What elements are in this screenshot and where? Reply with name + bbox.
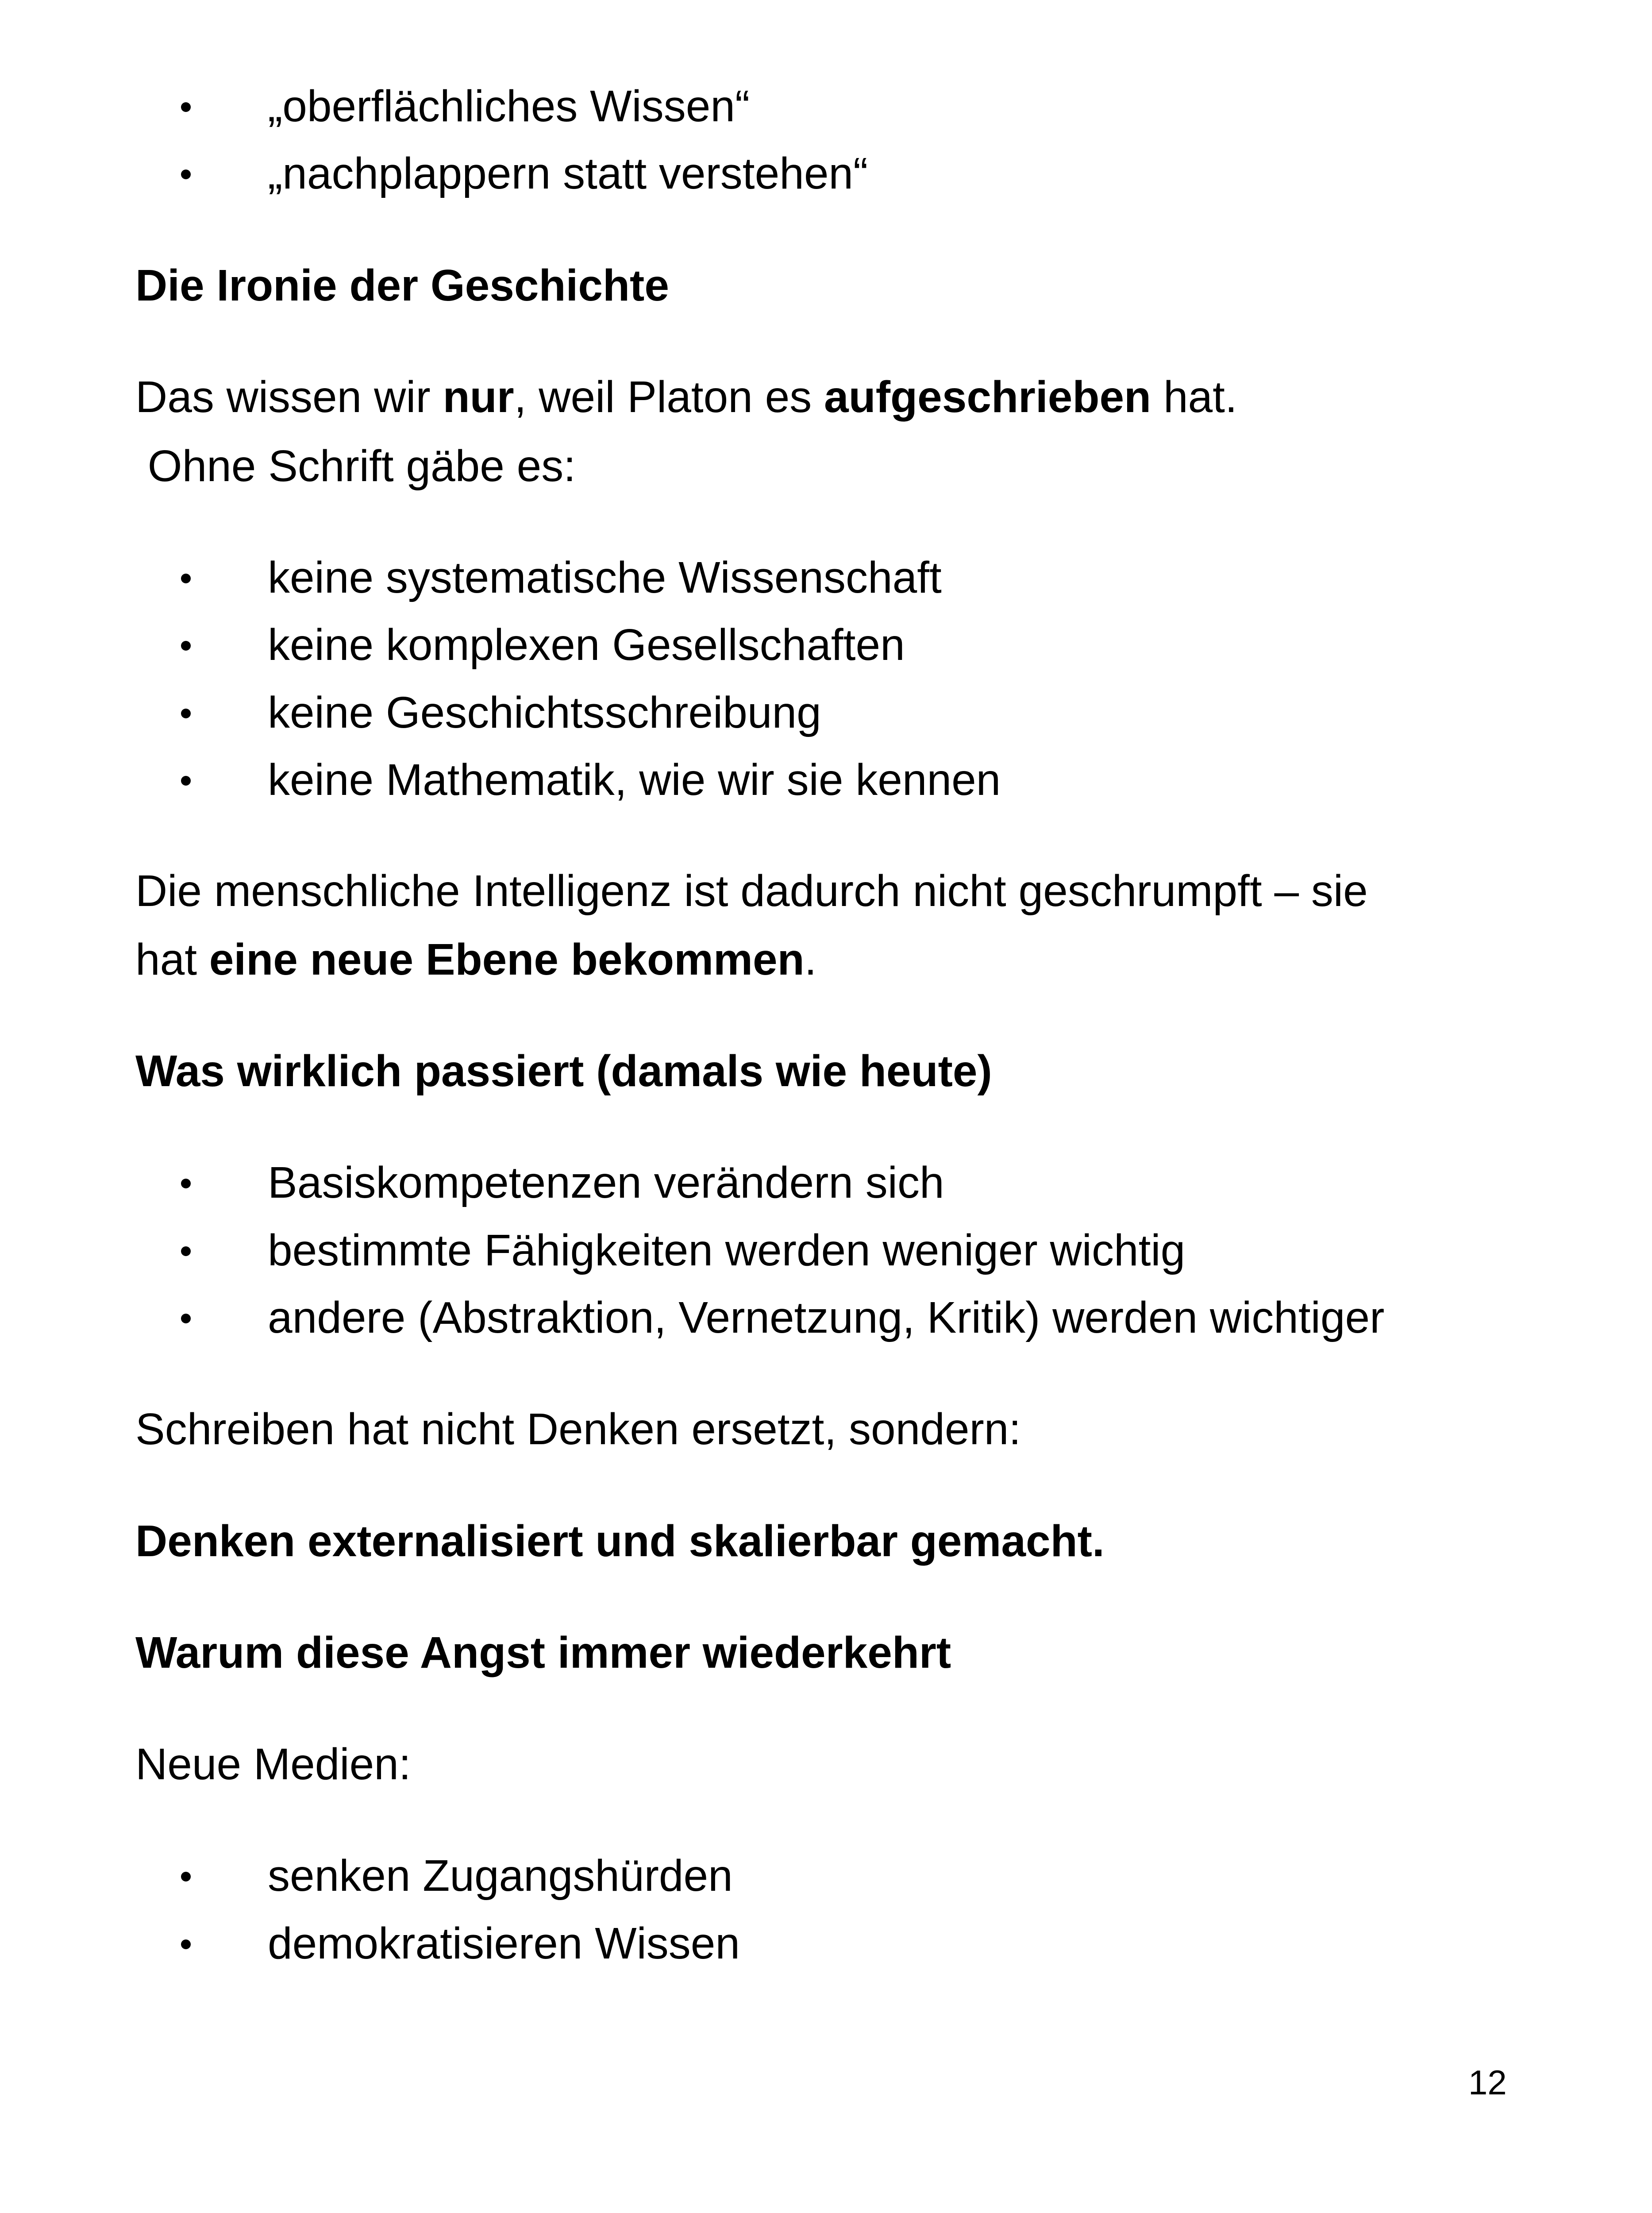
- list-item-text: bestimmte Fähigkeiten werden weniger wichtig: [268, 1226, 1186, 1275]
- paragraph: [135, 373, 1237, 421]
- bullet-icon: [181, 1314, 191, 1323]
- bold-text: eine neue Ebene bekommen: [209, 935, 805, 984]
- list-item-text: „oberflächliches Wissen“: [268, 81, 750, 131]
- section-heading: Was wirklich passiert (damals wie heute): [135, 1046, 992, 1096]
- page-number: 12: [1468, 2063, 1507, 2102]
- text-run: .: [804, 935, 817, 984]
- bold-text: nur: [443, 372, 514, 422]
- paragraph: Schreiben hat nicht Denken ersetzt, sondern:: [135, 1404, 1021, 1454]
- list-item-text: keine systematische Wissenschaft: [268, 553, 942, 602]
- bullet-icon: [181, 1246, 191, 1256]
- bold-text: aufgeschrieben: [824, 372, 1151, 422]
- paragraph: Die menschliche Intelligenz ist dadurch nicht geschrumpft – sie: [135, 866, 1368, 916]
- bullet-icon: [181, 574, 191, 583]
- list-item-text: senken Zugangshürden: [268, 1851, 733, 1901]
- bullet-icon: [181, 776, 191, 786]
- list-item-text: demokratisieren Wissen: [268, 1919, 740, 1968]
- text-run: hat: [135, 935, 209, 984]
- list-item-text: keine Mathematik, wie wir sie kennen: [268, 755, 1001, 805]
- text-run: hat.: [1151, 372, 1237, 422]
- list-item-text: keine komplexen Gesellschaften: [268, 620, 905, 670]
- bullet-icon: [181, 709, 191, 718]
- bullet-icon: [181, 1179, 191, 1188]
- list-item-text: keine Geschichtsschreibung: [268, 688, 821, 737]
- list-item-text: Basiskompetenzen verändern sich: [268, 1158, 944, 1207]
- text-run: , weil Platon es: [514, 372, 824, 422]
- bullet-icon: [181, 170, 191, 179]
- bold-statement: Denken externalisiert und skalierbar gemacht.: [135, 1516, 1105, 1566]
- list-item-text: andere (Abstraktion, Vernetzung, Kritik) werden wichtiger: [268, 1293, 1385, 1342]
- paragraph: Neue Medien:: [135, 1739, 411, 1789]
- bullet-icon: [181, 1939, 191, 1949]
- bullet-icon: [181, 1872, 191, 1881]
- section-heading: Warum diese Angst immer wiederkehrt: [135, 1628, 951, 1677]
- paragraph: Ohne Schrift gäbe es:: [135, 441, 576, 491]
- paragraph: [135, 935, 816, 984]
- section-heading: Die Ironie der Geschichte: [135, 261, 669, 310]
- text-run: Das wissen wir: [135, 372, 443, 422]
- bullet-icon: [181, 641, 191, 651]
- list-item-text: „nachplappern statt verstehen“: [268, 149, 868, 198]
- bullet-icon: [181, 102, 191, 112]
